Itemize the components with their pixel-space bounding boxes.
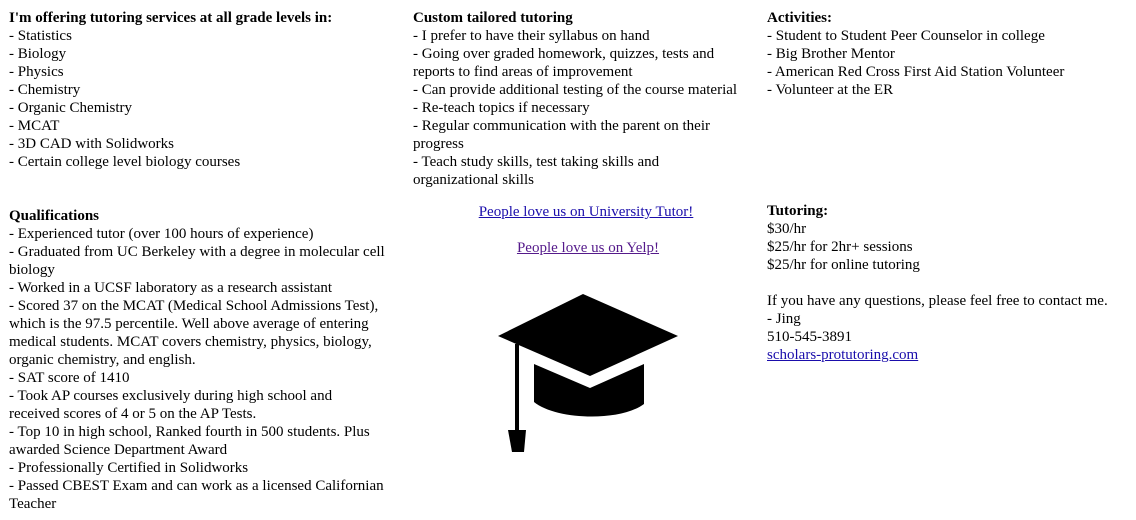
review-links	[413, 203, 759, 221]
list-item: - Biology	[9, 46, 67, 62]
list-item: - I prefer to have their syllabus on hand	[413, 28, 650, 44]
list-item: - Student to Student Peer Counselor in college	[767, 28, 1045, 44]
activities-section	[767, 9, 1136, 99]
tutoring-section	[767, 202, 1136, 364]
list-item: - Teach study skills, test taking skills and organizational skills	[413, 154, 660, 188]
list-item: - American Red Cross First Aid Station Volunteer	[767, 64, 1065, 80]
list-item: - SAT score of 1410	[9, 370, 130, 386]
list-item: - Big Brother Mentor	[767, 46, 895, 62]
yelp-link[interactable]: People love us on Yelp!	[516, 240, 660, 256]
list-item: - Going over graded homework, quizzes, tests and reports to find areas of improvement	[413, 46, 715, 80]
activities-heading: Activities:	[767, 10, 832, 26]
custom-tutoring-section	[413, 9, 765, 189]
list-item: - Can provide additional testing of the course material	[413, 82, 738, 98]
phone-number: 510-545-3891	[767, 329, 852, 345]
list-item: - Professionally Certified in Solidworks	[9, 460, 249, 476]
list-item: - Graduated from UC Berkeley with a degree in molecular cell biology	[9, 244, 385, 278]
rate-item: $25/hr for 2hr+ sessions	[767, 239, 913, 255]
list-item: - MCAT	[9, 118, 60, 134]
list-item: - Organic Chemistry	[9, 100, 133, 116]
list-item: - Took AP courses exclusively during high school and received scores of 4 or 5 on the AP Tests.	[9, 388, 333, 422]
review-links-yelp	[413, 239, 763, 257]
contact-text: If you have any questions, please feel free to contact me.	[767, 293, 1108, 309]
rate-item: $30/hr	[767, 221, 807, 237]
tutoring-heading: Tutoring:	[767, 203, 829, 219]
list-item: - Passed CBEST Exam and can work as a licensed Californian Teacher	[9, 478, 384, 512]
services-heading: I'm offering tutoring services at all grade levels in:	[9, 10, 333, 26]
university-tutor-link[interactable]: People love us on University Tutor!	[478, 204, 694, 220]
list-item: - Chemistry	[9, 82, 81, 98]
list-item: - Worked in a UCSF laboratory as a research assistant	[9, 280, 333, 296]
list-item: - Volunteer at the ER	[767, 82, 894, 98]
website-link[interactable]: scholars-protutoring.com	[767, 347, 919, 363]
qualifications-heading: Qualifications	[9, 208, 100, 224]
custom-tutoring-heading: Custom tailored tutoring	[413, 10, 573, 26]
list-item: - 3D CAD with Solidworks	[9, 136, 175, 152]
list-item: - Experienced tutor (over 100 hours of experience)	[9, 226, 314, 242]
list-item: - Physics	[9, 64, 64, 80]
rate-item: $25/hr for online tutoring	[767, 257, 920, 273]
list-item: - Statistics	[9, 28, 72, 44]
services-section	[9, 9, 414, 171]
list-item: - Scored 37 on the MCAT (Medical School Admissions Test), which is the 97.5 percentile. Well above average of entering medical students. MCAT covers chemistry, physics, biology, organic chemistry, and english.	[9, 298, 379, 368]
graduation-cap-icon	[498, 294, 678, 460]
list-item: - Re-teach topics if necessary	[413, 100, 590, 116]
list-item: - Regular communication with the parent on their progress	[413, 118, 710, 152]
qualifications-section	[9, 207, 411, 513]
signature: - Jing	[767, 311, 801, 327]
spacer	[767, 274, 1136, 292]
list-item: - Certain college level biology courses	[9, 154, 241, 170]
list-item: - Top 10 in high school, Ranked fourth in 500 students. Plus awarded Science Department Award	[9, 424, 370, 458]
